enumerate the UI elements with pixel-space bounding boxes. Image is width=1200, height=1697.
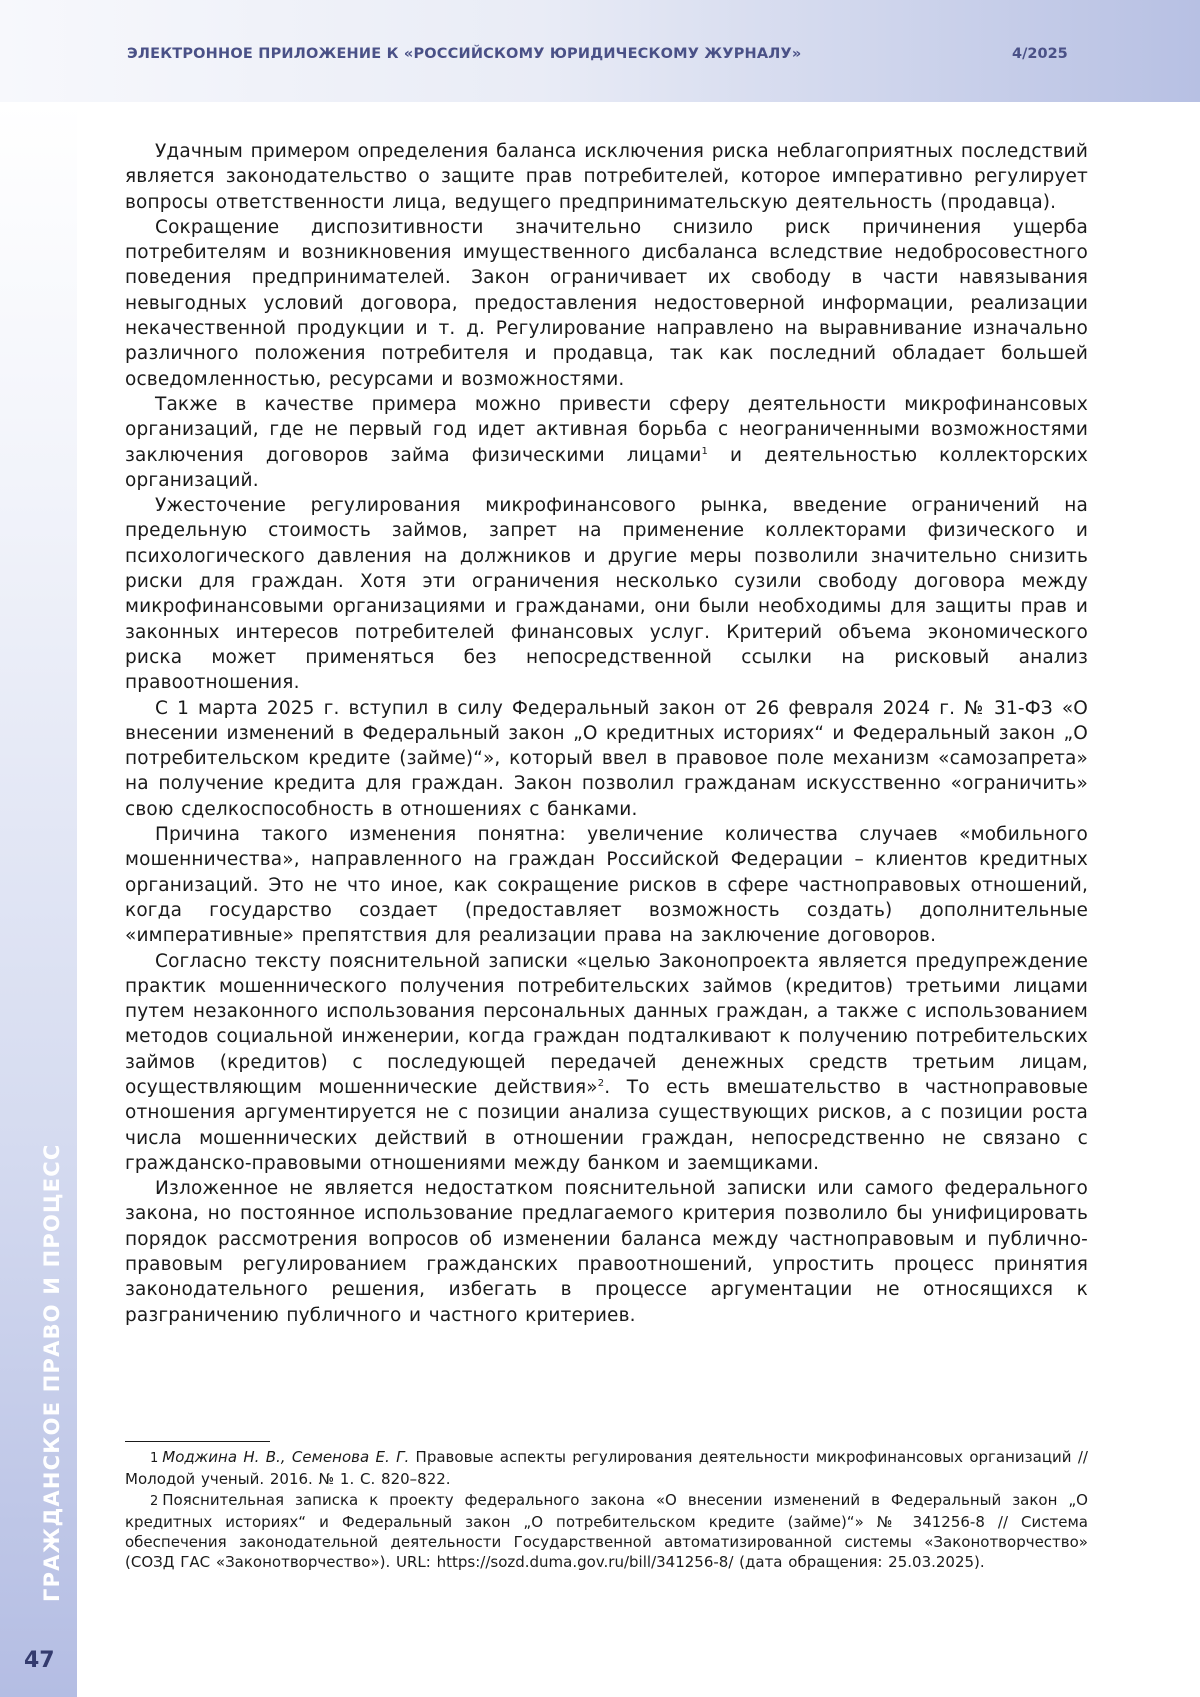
footnote-divider [125,1441,270,1442]
journal-title: ЭЛЕКТРОННОЕ ПРИЛОЖЕНИЕ К «РОССИЙСКОМУ ЮРИДИЧЕСКОМУ ЖУРНАЛУ» [127,46,801,62]
paragraph: Согласно тексту пояснительной записки «целью Законопроекта является предупреждение практик мошеннического получения потребительских займов (кредитов) третьими лицами путем незаконного использования персональных данных граждан, а также с использованием методов социальной инженерии, когда граждан подталкивают к получению потребительских займов (кредитов) с последующей передачей денежных средств третьим лицам, осуществляющим мошеннические действия»2. То есть вмешательство в частноправовые отношения аргументируется не с позиции анализа существующих рисков, а с позиции роста числа мошеннических действий в отношении граждан, непосредственно не связано с гражданско-правовыми отношениями между банком и заемщиками. [125,949,1088,1177]
paragraph: Сокращение диспозитивности значительно снизило риск причинения ущерба потребителям и возникновения имущественного дисбаланса вследствие недобросовестного поведения предпринимателей. Закон ограничивает их свободу в части навязывания невыгодных условий договора, предоставления недостоверной информации, реализации некачественной продукции и т. д. Регулирование направлено на выравнивание изначально различного положения потребителя и продавца, так как последний обладает большей осведомленностью, ресурсами и возможностями. [125,215,1088,392]
footnote-ref: 2 [598,1078,605,1089]
paragraph: Удачным примером определения баланса исключения риска неблагоприятных последствий является законодательство о защите прав потребителей, которое императивно регулирует вопросы ответственности лица, ведущего предпринимательскую деятельность (продавца). [125,139,1088,215]
footnote-number: 2 [150,1494,158,1509]
footnote [125,1490,1088,1573]
footnotes [125,1447,1088,1573]
article-body [125,139,1088,1328]
footnote [125,1447,1088,1490]
paragraph: Причина такого изменения понятна: увеличение количества случаев «мобильного мошенничества», направленного на граждан Российской Федерации – клиентов кредитных организаций. Это не что иное, как сокращение рисков в сфере частноправовых отношений, когда государство создает (предоставляет возможность создать) дополнительные «императивные» препятствия для реализации права на заключение договоров. [125,822,1088,948]
paragraph: Ужесточение регулирования микрофинансового рынка, введение ограничений на предельную стоимость займов, запрет на применение коллекторами физического и психологического давления на должников и другие меры позволили значительно снизить риски для граждан. Хотя эти ограничения несколько сузили свободу договора между микрофинансовыми организациями и гражданами, они были необходимы для защиты прав и законных интересов потребителей финансовых услуг. Критерий объема экономического риска может применяться без непосредственной ссылки на рисковый анализ правоотношения. [125,493,1088,695]
footnote-text: Пояснительная записка к проекту федерального закона «О внесении изменений в Федеральный закон „О кредитных историях“ и Федеральный закон „О потребительском кредите (займе)“» № 341256-8 // Система обеспечения законодательной деятельности Государственной автоматизированной системы «Законотворчество» (СОЗД ГАС «Законотворчество»). URL: https://sozd.duma.gov.ru/bill/341256-8/ (дата обращения: 25.03.2025). [125,1491,1088,1572]
page-header [0,0,1200,102]
page-number: 47 [24,1648,55,1673]
footnote-ref: 1 [701,445,708,456]
section-label: ГРАЖДАНСКОЕ ПРАВО И ПРОЦЕСС [40,1144,64,1603]
issue-number: 4/2025 [1012,46,1068,62]
footnote-text: Правовые аспекты регулирования деятельности микрофинансовых организаций // Молодой ученый. 2016. № 1. С. 820–822. [125,1448,1088,1488]
sidebar [0,102,77,1697]
paragraph: Изложенное не является недостатком пояснительной записки или самого федерального закона, но постоянное использование предлагаемого критерия позволило бы унифицировать порядок рассмотрения вопросов об изменении баланса между частноправовым и публично-правовым регулированием гражданских правоотношений, упростить процесс принятия законодательного решения, избегать в процессе аргументации не относящихся к разграничению публичного и частного критериев. [125,1176,1088,1328]
footnote-authors: Моджина Н. В., Семенова Е. Г. [162,1448,409,1466]
paragraph: С 1 марта 2025 г. вступил в силу Федеральный закон от 26 февраля 2024 г. № 31-ФЗ «О внесении изменений в Федеральный закон „О кредитных историях“ и Федеральный закон „О потребительском кредите (займе)“», который ввел в правовое поле механизм «самозапрета» на получение кредита для граждан. Закон позволил гражданам искусственно «ограничить» свою сделкоспособность в отношениях с банками. [125,696,1088,822]
footnote-number: 1 [150,1451,158,1466]
paragraph: Также в качестве примера можно привести сферу деятельности микрофинансовых организаций, где не первый год идет активная борьба с неограниченными возможностями заключения договоров займа физическими лицами1 и деятельностью коллекторских организаций. [125,392,1088,493]
